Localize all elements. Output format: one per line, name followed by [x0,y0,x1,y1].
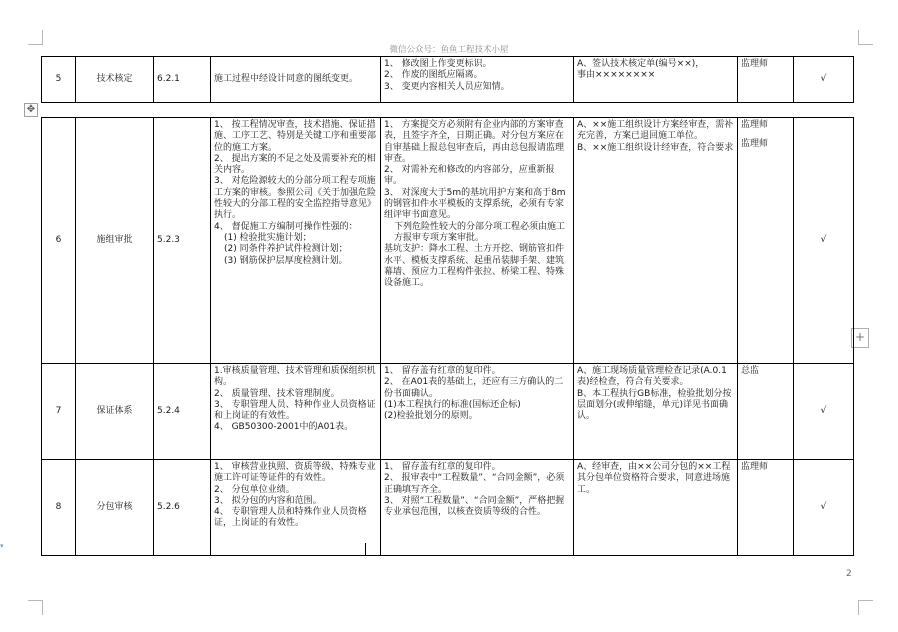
row-clause: 5.2.4 [154,364,211,460]
row-record: A、经审查，由××公司分包的××工程其分包单位资格符合要求，同意进场施工。 [574,460,738,556]
text-cursor [365,543,366,555]
row-number: 7 [42,364,76,460]
inspection-table-part1 [41,56,854,103]
row-number: 6 [42,118,76,364]
table-row [42,364,854,460]
row-number: 8 [42,460,76,556]
margin-marker-icon: ▾ [0,542,4,550]
row-method: 1、 留存盖有红章的复印件。 2、 报审表中“工程数量”、“合同金额”，必须正确填写齐全。 3、 对照“工程数量”、“合同金额”，严格把握专业承包范围，以核查资质等级的合性。 [381,460,574,556]
row-check-mark: √ [794,460,854,556]
row-check-mark: √ [794,364,854,460]
row-item: 保证体系 [76,364,154,460]
crop-mark-top-right [858,30,873,45]
row-item: 分包审核 [76,460,154,556]
row-content: 1、 按工程情况审查，技术措施、保证措施、工序工艺、特别是关键工序和重要部位的施工方案。 2、 提出方案的不足之处及需要补充的相关内容。 3、 对危险源较大的分部分项工程专项施工方案的审核。参照公司《关于加强危险性较大的分部工程的安全监控指导意见》执行。 4、 督促施工方编制可操作性强的： (1) 检验批实施计划； (2) 同条件养护试件检测计划； (3) 钢筋保护层厚度检测计划。 [211,118,381,364]
page-number: 2 [846,569,852,579]
row-record: A、签认技术核定单(编号××)， 事由×××××××× [574,57,738,103]
row-role: 监理师 [738,57,794,103]
row-item: 施组审批 [76,118,154,364]
row-content: 施工过程中经设计同意的图纸变更。 [211,57,381,103]
add-row-plus-icon[interactable]: + [851,328,869,348]
row-role: 监理师 [738,460,794,556]
row-item: 技术核定 [76,57,154,103]
table-row [42,460,854,556]
table-row [42,57,854,103]
row-record: A、施工现场质量管理检查记录(A.0.1表)经检查，符合有关要求。 B、本工程执行GB标准，检验批划分按层面划分(或伸缩缝，单元)详见书面确认。 [574,364,738,460]
row-method: 1、 修改图上作变更标识。 2、 作废的图纸应隔离。 3、 变更内容相关人员应知情。 [381,57,574,103]
crop-mark-bottom-left [28,600,43,615]
row-method: 1、 留存盖有红章的复印件。 2、 在A01表的基础上，还应有三方确认的二份书面确认。 (1)本工程执行的标准(国标还企标) (2)检验批划分的原则。 [381,364,574,460]
inspection-table-part2 [41,117,854,556]
table-move-handle-icon[interactable]: ✥ [24,103,38,117]
row-content: 1、 审核营业执照、资质等级、特殊专业施工许可证等证件的有效性。 2、 分包单位业绩。 3、 拟分包的内容和范围。 4、 专职管理人员和特殊作业人员资格证，上岗证的有效性。 [211,460,381,556]
row-method: 1、 方案提交方必须附有企业内部的方案审查表，且签字齐全，日期正确。对分包方案应在自审基础上报总包审查后，再由总包报请监理审查。 2、 对需补充和修改的内容部分，应重新报审。 3、 对深度大于5m的基坑用护方案和高于8m的钢管扣件水平模板的支撑系统，必须有专家组评审书面意见。 下列危险性较大的分部分项工程必须由施工方报审专项方案审批。 基坑支护：降水工程、土方开挖、钢筋管扣件水平、模板支撑系统、起重吊装脚手架、建筑幕墙、预应力工程构件张拉、桥梁工程、特殊设备施工。 [381,118,574,364]
row-clause: 5.2.3 [154,118,211,364]
row-content: 1.审核质量管理、技术管理和质保组织机构。 2、 质量管理、技术管理制度。 3、 专职管理人员、特种作业人员资格证和上岗证的有效性。 4、 GB50300-2001中的A01表。 [211,364,381,460]
crop-mark-top-left [28,30,43,45]
crop-mark-bottom-right [858,600,873,615]
row-role: 监理师 监理师 [738,118,794,364]
row-clause: 5.2.6 [154,460,211,556]
page-header: 微信公众号：鱼鱼工程技术小屋 [389,45,509,55]
row-clause: 6.2.1 [154,57,211,103]
row-role: 总监 [738,364,794,460]
row-check-mark: √ [794,118,854,364]
row-number: 5 [42,57,76,103]
row-check-mark: √ [794,57,854,103]
table-row [42,118,854,364]
row-record: A、××施工组织设计方案经审查，需补充完善，方案已退回施工单位。 B、××施工组织设计经审查，符合要求 [574,118,738,364]
